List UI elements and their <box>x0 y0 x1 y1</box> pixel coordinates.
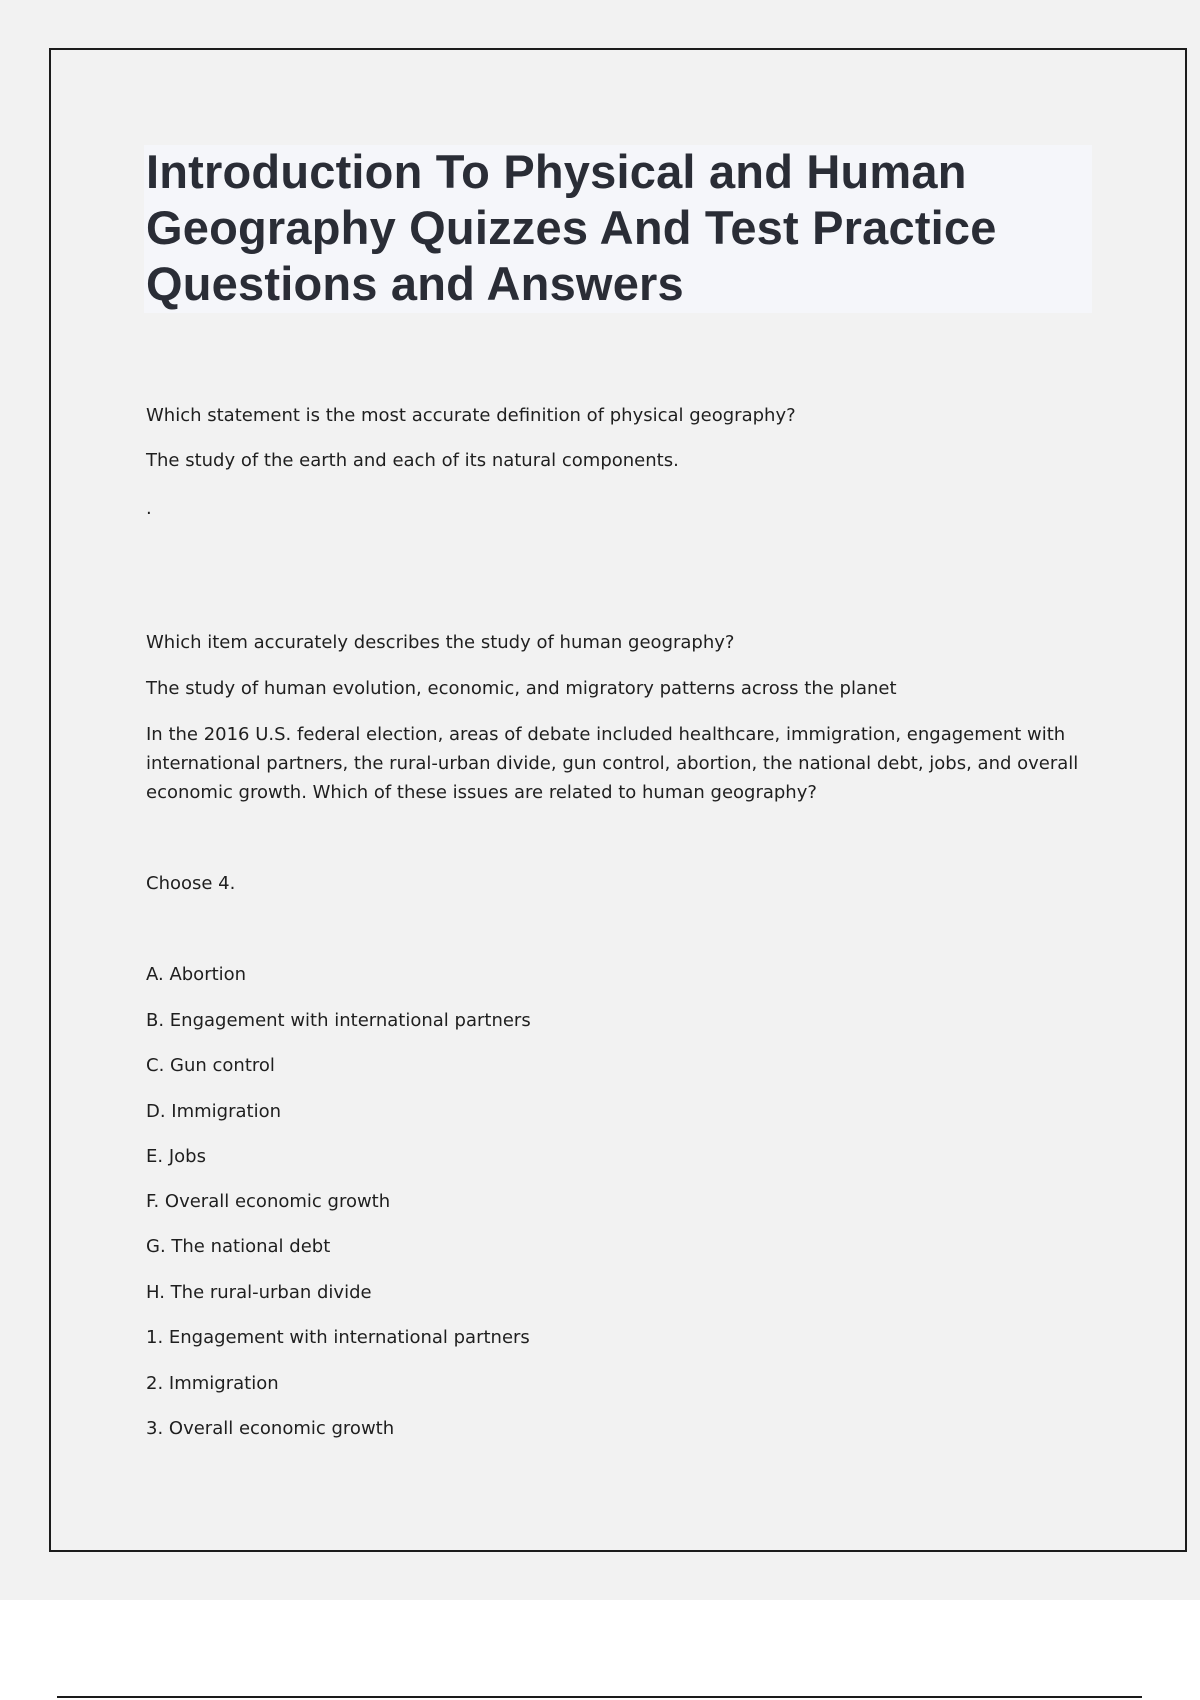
option-a: A. Abortion <box>146 964 247 985</box>
question-1: Which statement is the most accurate definition of physical geography? <box>146 405 796 426</box>
question-2: Which item accurately describes the study of human geography? <box>146 632 735 653</box>
document-title: Introduction To Physical and Human Geography Quizzes And Test Practice Questions and Answers <box>146 145 997 310</box>
option-b: B. Engagement with international partners <box>146 1010 531 1031</box>
answer-3-item-2: 2. Immigration <box>146 1373 279 1394</box>
option-e: E. Jobs <box>146 1146 206 1167</box>
answer-3-item-3: 3. Overall economic growth <box>146 1418 395 1439</box>
option-f: F. Overall economic growth <box>146 1191 391 1212</box>
question-3: In the 2016 U.S. federal election, areas of debate included healthcare, immigration, engagement with international partners, the rural-urban divide, gun control, abortion, the national debt, jobs, and overall economic growth. Which of these issues are related to human geography? <box>146 724 1079 803</box>
answer-2: The study of human evolution, economic, and migratory patterns across the planet <box>146 678 897 699</box>
option-c: C. Gun control <box>146 1055 275 1076</box>
footer-divider <box>57 1696 1142 1698</box>
answer-3-item-1: 1. Engagement with international partners <box>146 1327 530 1348</box>
option-h: H. The rural-urban divide <box>146 1282 372 1303</box>
answer-1: The study of the earth and each of its natural components. <box>146 450 679 471</box>
option-g: G. The national debt <box>146 1236 331 1257</box>
separator-dot: . <box>146 498 152 519</box>
question-3-instruction: Choose 4. <box>146 873 236 894</box>
option-d: D. Immigration <box>146 1101 282 1122</box>
